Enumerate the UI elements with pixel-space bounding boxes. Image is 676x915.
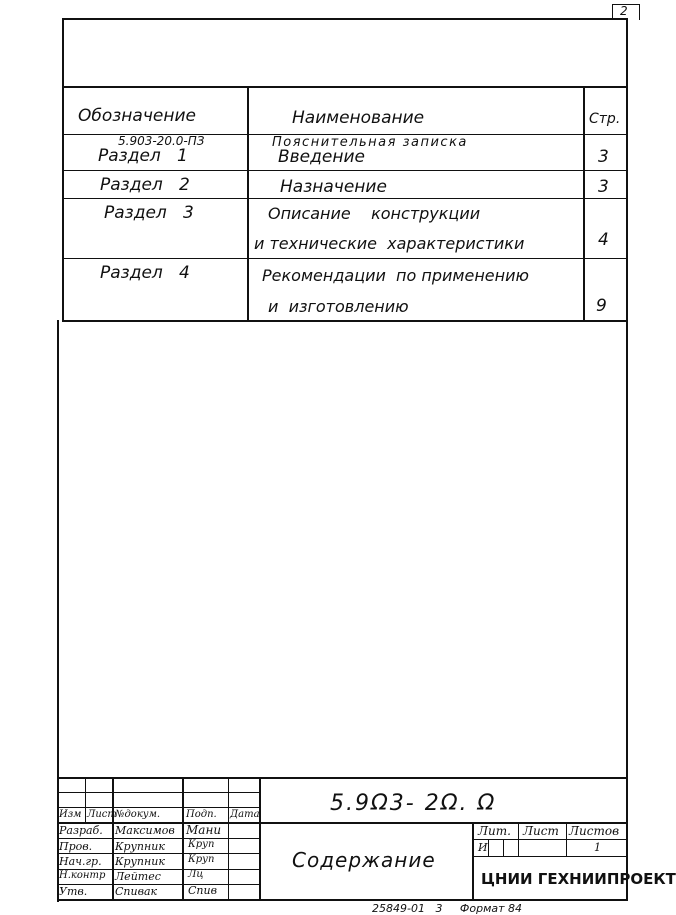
table-row3-bottom bbox=[62, 258, 628, 259]
row2-designation: Раздел 2 bbox=[100, 175, 190, 195]
table-header-top bbox=[62, 86, 628, 88]
col-header-doc-number: №докум. bbox=[115, 809, 161, 820]
signature-checker: Круп bbox=[188, 839, 215, 850]
note-designation: 5.903-20.0-ПЗ bbox=[118, 134, 205, 148]
table-row2-bottom bbox=[62, 198, 628, 199]
row2-name: Назначение bbox=[280, 177, 387, 197]
col-header-date: Дата bbox=[230, 809, 260, 820]
stamp-lit-col-1 bbox=[488, 839, 489, 856]
sheets-label: Листов bbox=[569, 824, 620, 838]
litera-label: Лит. bbox=[478, 824, 511, 838]
signature-approved: Спив bbox=[188, 884, 217, 897]
row4-name-line1: Рекомендации по применению bbox=[262, 266, 529, 285]
role-group-head: Нач.гр. bbox=[59, 855, 102, 868]
frame-bottom bbox=[57, 899, 628, 901]
row3-name-line1: Описание конструкции bbox=[268, 204, 481, 223]
footer-text: 25849-01 3 Формат 84 bbox=[372, 902, 523, 915]
header-name: Наименование bbox=[292, 108, 425, 128]
stamp-lit-col-3 bbox=[518, 822, 519, 856]
role-checker: Пров. bbox=[59, 840, 93, 853]
table-col-divider-2 bbox=[583, 86, 585, 322]
row3-name-line2: и технические характеристики bbox=[254, 234, 525, 253]
frame-left bbox=[62, 18, 64, 320]
col-header-signature: Подп. bbox=[186, 809, 217, 820]
document-title: Содержание bbox=[292, 848, 436, 872]
organization-name: ЦНИИ ГЕХНИИПРОЕКТ bbox=[481, 870, 676, 888]
stamp-lit-row-1 bbox=[472, 839, 628, 840]
row4-name-line2: и изготовлению bbox=[268, 297, 409, 316]
stamp-mid-divider bbox=[259, 777, 261, 901]
stamp-left-col-4 bbox=[228, 777, 229, 901]
row1-page: 3 bbox=[598, 147, 609, 167]
stamp-lit-col-2 bbox=[503, 839, 504, 856]
note-name: Пояснительная записка bbox=[272, 135, 468, 150]
stamp-left-col-3 bbox=[182, 777, 184, 901]
sheet-box-right bbox=[639, 4, 640, 20]
table-row1-bottom bbox=[62, 170, 628, 171]
frame-top bbox=[62, 18, 628, 20]
stamp-top bbox=[57, 777, 628, 779]
name-checker: Крупник bbox=[115, 840, 165, 853]
name-group-head: Крупник bbox=[115, 855, 165, 868]
row4-designation: Раздел 4 bbox=[100, 263, 190, 283]
row3-page: 4 bbox=[598, 230, 609, 250]
frame-right bbox=[626, 18, 628, 900]
role-developer: Разраб. bbox=[59, 824, 103, 837]
name-norm-control: Лейтес bbox=[115, 870, 161, 883]
role-approved: Утв. bbox=[59, 885, 88, 898]
signature-developer: Мани bbox=[186, 823, 222, 837]
litera-value: И bbox=[478, 841, 488, 854]
name-approved: Спивак bbox=[115, 885, 158, 898]
row3-designation: Раздел 3 bbox=[104, 203, 194, 223]
row2-page: 3 bbox=[598, 177, 609, 197]
table-col-divider-1 bbox=[247, 86, 249, 322]
stamp-left-col-1 bbox=[85, 777, 86, 823]
document-code: 5.9Ω3- 2Ω. Ω bbox=[330, 791, 497, 816]
stamp-right-divider bbox=[472, 822, 474, 901]
sheet-number: 2 bbox=[620, 4, 628, 18]
header-designation: Обозначение bbox=[78, 106, 196, 126]
row4-page: 9 bbox=[596, 296, 607, 316]
stamp-lit-col-4 bbox=[566, 822, 567, 856]
signature-norm-control: Лц bbox=[188, 869, 204, 880]
col-header-change: Изм bbox=[59, 809, 82, 820]
sheets-total: 1 bbox=[594, 841, 601, 854]
row1-designation: Раздел 1 bbox=[98, 146, 188, 166]
header-page: Стр. bbox=[589, 111, 621, 127]
stamp-lit-row-2 bbox=[472, 856, 628, 857]
row1-name: Введение bbox=[278, 147, 365, 167]
name-developer: Максимов bbox=[115, 824, 175, 837]
role-norm-control: Н.контр bbox=[59, 870, 106, 881]
col-header-sheet: Лист bbox=[87, 809, 117, 820]
table-row4-bottom bbox=[62, 320, 628, 322]
sheet-label: Лист bbox=[523, 824, 559, 838]
stamp-left-col-2 bbox=[112, 777, 114, 901]
signature-group-head: Круп bbox=[188, 854, 215, 865]
sheet-box-left bbox=[612, 4, 613, 20]
